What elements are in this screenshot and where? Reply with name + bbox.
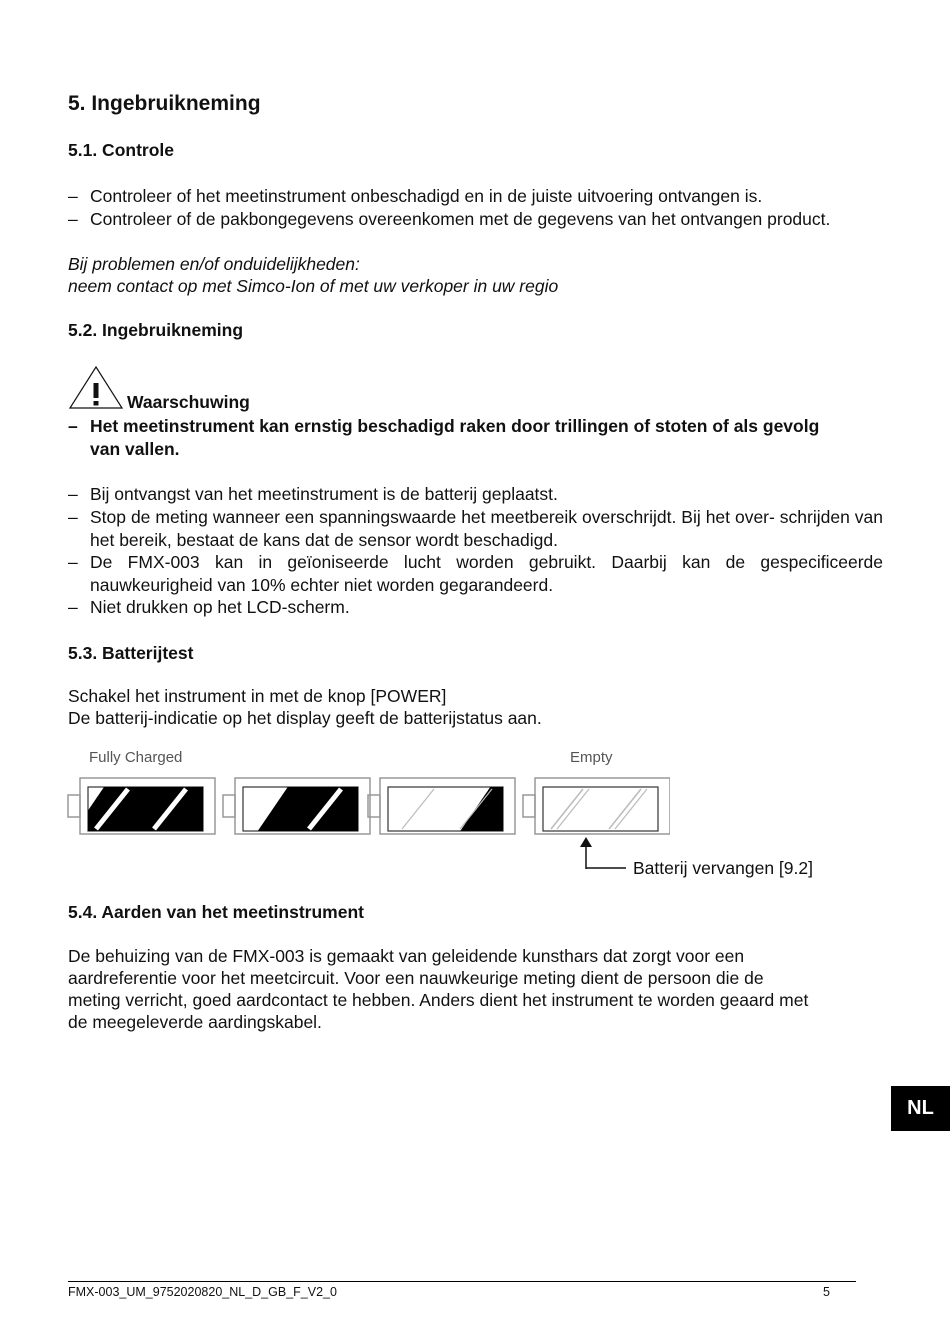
controle-bullet (68, 185, 883, 208)
bullet-text: Niet drukken op het LCD-scherm. (90, 597, 350, 617)
controle-note-line2: neem contact op met Simco-Ion of met uw verkoper in uw regio (68, 276, 559, 296)
bullet-text: Bij ontvangst van het meetinstrument is de batterij geplaatst. (90, 484, 558, 504)
warning-bullet (68, 415, 828, 460)
footer-divider (68, 1281, 856, 1282)
aarden-line: de meegeleverde aardingskabel. (68, 1012, 322, 1032)
aarden-heading: 5.4. Aarden van het meetinstrument (68, 902, 364, 922)
battery-indicator-diagram (60, 775, 670, 885)
bullet-text: De FMX-003 kan in geïoniseerde lucht worden gebruikt. Daarbij kan de gespecificeerde nauwkeurigheid van 10% echter niet worden gegarandeerd. (90, 552, 883, 595)
section-title: 5. Ingebruikneming (68, 92, 261, 115)
controle-bullet (68, 208, 858, 231)
footer-page-number: 5 (823, 1285, 830, 1299)
batterijtest-line1: Schakel het instrument in met de knop [POWER] (68, 686, 447, 706)
ingebruikneming-heading: 5.2. Ingebruikneming (68, 320, 244, 340)
dash-bullet-icon: – (68, 416, 78, 436)
battery-icon (223, 778, 370, 834)
ingebruikneming-bullet (68, 506, 883, 551)
bullet-text: Controleer of de pakbongegevens overeenkomen met de gegevens van het ontvangen product. (90, 209, 831, 229)
bullet-text: Stop de meting wanneer een spanningswaarde het meetbereik overschrijdt. Bij het over- schrijden van het bereik, bestaat de kans dat de sensor wordt beschadigd. (90, 507, 883, 550)
dash-bullet-icon: – (68, 209, 78, 229)
dash-bullet-icon: – (68, 552, 78, 572)
batterijtest-line2: De batterij-indicatie op het display geeft de batterijstatus aan. (68, 708, 542, 728)
controle-note-line1: Bij problemen en/of onduidelijkheden: (68, 254, 360, 274)
battery-icon (523, 778, 670, 834)
warning-title: Waarschuwing (127, 392, 250, 412)
ingebruikneming-bullet (68, 483, 883, 506)
dash-bullet-icon: – (68, 484, 78, 504)
ingebruikneming-bullet (68, 596, 883, 619)
aarden-line: De behuizing van de FMX-003 is gemaakt van geleidende kunsthars dat zorgt voor een (68, 946, 745, 966)
ingebruikneming-bullet (68, 551, 883, 596)
arrow-up-icon (580, 837, 626, 869)
battery-icon (68, 778, 215, 834)
warning-text: Het meetinstrument kan ernstig beschadigd raken door trillingen of stoten of als gevolg van vallen. (90, 416, 820, 459)
dash-bullet-icon: – (68, 507, 78, 527)
aarden-line: aardreferentie voor het meetcircuit. Voor een nauwkeurige meting dient de persoon die de (68, 968, 764, 988)
controle-heading: 5.1. Controle (68, 140, 174, 160)
bullet-text: Controleer of het meetinstrument onbeschadigd en in de juiste uitvoering ontvangen is. (90, 186, 763, 206)
footer-doc-id: FMX-003_UM_9752020820_NL_D_GB_F_V2_0 (68, 1285, 337, 1299)
replace-battery-label: Batterij vervangen [9.2] (633, 858, 813, 878)
batterijtest-heading: 5.3. Batterijtest (68, 643, 194, 663)
language-tab: NL (891, 1086, 950, 1131)
battery-label-empty: Empty (570, 749, 613, 766)
warning-triangle-icon (68, 365, 124, 410)
aarden-line: meting verricht, goed aardcontact te hebben. Anders dient het instrument te worden geaard met (68, 990, 809, 1010)
battery-label-full: Fully Charged (89, 749, 183, 766)
battery-icon (368, 778, 515, 834)
dash-bullet-icon: – (68, 186, 78, 206)
dash-bullet-icon: – (68, 597, 78, 617)
